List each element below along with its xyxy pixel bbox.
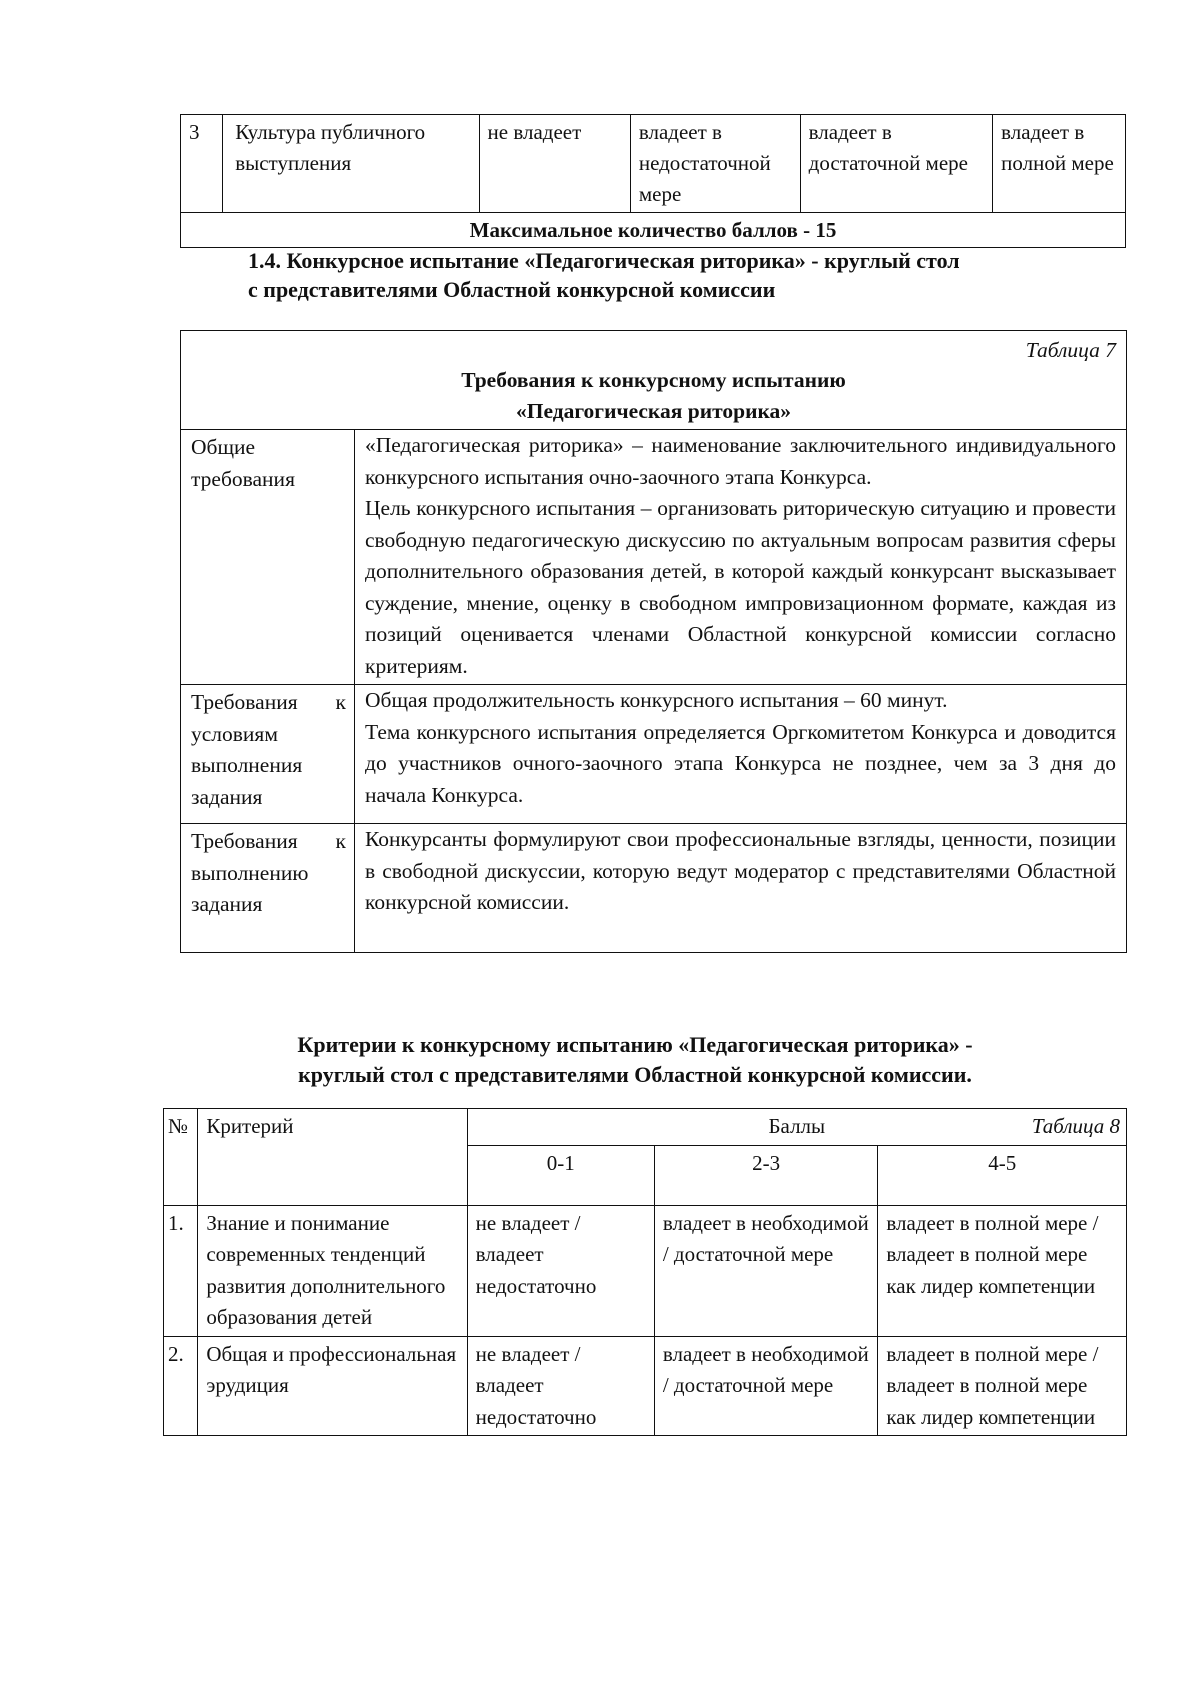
score-range: 4-5 (878, 1145, 1127, 1205)
criteria-heading (160, 1030, 1110, 1090)
row-number: 3 (181, 115, 223, 213)
max-score-footer: Максимальное количество баллов - 15 (181, 213, 1126, 248)
score-cell: владеет в полной мере / владеет в полной мере как лидер компетенции (878, 1205, 1127, 1336)
score-cell: владеет в недостаточной мере (630, 115, 800, 213)
table-footer-row (181, 213, 1126, 248)
score-cell: не владеет / владеет недостаточно (467, 1336, 654, 1436)
header-criterion: Критерий (198, 1109, 467, 1206)
table-row (181, 685, 1127, 824)
table-title: Требования к конкурсному испытанию (461, 368, 846, 392)
requirements-table (180, 330, 1127, 953)
row-number: 2. (164, 1336, 198, 1436)
header-num: № (164, 1109, 198, 1206)
table-row (181, 430, 1127, 685)
section-heading-line: 1.4. Конкурсное испытание «Педагогическая риторика» - круглый стол (248, 248, 960, 273)
row-label: Требования к выполнению задания (181, 824, 355, 953)
table-row (164, 1336, 1127, 1436)
criteria-heading-line: Критерии к конкурсному испытанию «Педагогическая риторика» - (297, 1032, 973, 1057)
row-content (355, 430, 1127, 685)
criteria-table (163, 1108, 1127, 1436)
row-number: 1. (164, 1205, 198, 1336)
table-caption: Таблица 7 (1025, 338, 1116, 362)
criterion-cell: Общая и профессиональная эрудиция (198, 1336, 467, 1436)
table-row (164, 1205, 1127, 1336)
paragraph: «Педагогическая риторика» – наименование заключительного индивидуального конкурсного испытания очно-заочного этапа Конкурса. (365, 433, 1116, 489)
table-title-cell (181, 331, 1127, 430)
row-label: Общие требования (181, 430, 355, 685)
paragraph: Цель конкурсного испытания – организовать риторическую ситуацию и провести свободную педагогическую дискуссию по актуальным вопросам развития сферы дополнительного образования детей, в которой каждый конкурсант высказывает суждение, мнение, оценку в свободном импровизационном формате, каждая из позиций оценивается членами Областной конкурсной комиссии согласно критериям. (365, 496, 1116, 678)
criterion-cell: Знание и понимание современных тенденций развития дополнительного образования детей (198, 1205, 467, 1336)
criterion-cell: Культура публичного выступления (223, 115, 479, 213)
score-cell: не владеет / владеет недостаточно (467, 1205, 654, 1336)
paragraph: Тема конкурсного испытания определяется Оргкомитетом Конкурса и доводится до участников очного-заочного этапа Конкурса не позднее, чем за 3 дня до начала Конкурса. (365, 719, 1116, 807)
paragraph: Общая продолжительность конкурсного испытания – 60 минут. (365, 688, 948, 712)
score-cell: владеет в полной мере / владеет в полной мере как лидер компетенции (878, 1336, 1127, 1436)
score-range: 0-1 (467, 1145, 654, 1205)
score-cell: владеет в полной мере (993, 115, 1126, 213)
score-range: 2-3 (654, 1145, 878, 1205)
table-caption: Таблица 8 (1031, 1114, 1120, 1138)
score-cell: владеет в необходимой / достаточной мере (654, 1205, 878, 1336)
paragraph: Конкурсанты формулируют свои профессиональные взгляды, ценности, позиции в свободной дискуссии, которую ведут модератор с представителями Областной конкурсной комиссии. (365, 827, 1116, 914)
header-scores (467, 1109, 1126, 1146)
table-title-row (181, 331, 1127, 430)
criteria-table-fragment (180, 114, 1126, 248)
table-row (181, 115, 1126, 213)
table-title: «Педагогическая риторика» (515, 399, 792, 423)
score-cell: владеет в необходимой / достаточной мере (654, 1336, 878, 1436)
table-header-row (164, 1109, 1127, 1146)
score-cell: владеет в достаточной мере (800, 115, 993, 213)
row-content (355, 824, 1127, 953)
criteria-heading-line: круглый стол с представителями Областной конкурсной комиссии. (298, 1062, 972, 1087)
row-label: Требования к условиям выполнения задания (181, 685, 355, 824)
table-row (181, 824, 1127, 953)
section-heading (248, 246, 1108, 304)
row-content (355, 685, 1127, 824)
score-cell: не владеет (479, 115, 630, 213)
section-heading-line: с представителями Областной конкурсной комиссии (248, 277, 776, 302)
scores-label: Баллы (768, 1114, 826, 1138)
